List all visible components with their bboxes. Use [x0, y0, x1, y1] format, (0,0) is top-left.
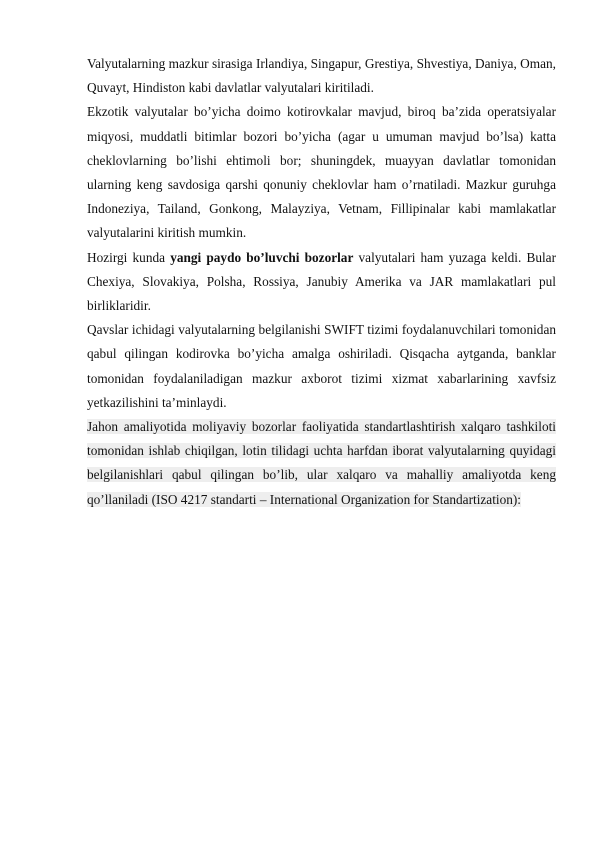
body-text	[87, 52, 556, 512]
paragraph-exotic-currencies	[87, 100, 556, 245]
highlighted-paragraph-text: Jahon amaliyotida moliyaviy bozorlar faoliyatida standartlashtirish xalqaro tashkiloti tomonidan ishlab chiqilgan, lotin tilidagi uchta harfdan iborat valyutalarning quyidagi belgilanishlari qabul qilingan bo’lib, ular xalqaro va mahalliy amaliyotda keng qo’llaniladi (ISO 4217 standarti – International Organization for Standartization):	[87, 419, 556, 507]
paragraph-major-currencies	[87, 52, 556, 100]
paragraph-text: Qavslar ichidagi valyutalarning belgilanishi SWIFT tizimi foydalanuvchilari tomonidan qabul qilingan kodirovka bo’yicha amalga oshiriladi. Qisqacha aytganda, banklar tomonidan foydalaniladigan mazkur axborot tizimi xizmat xabarlarining xavfsiz yetkazilishini ta’minlaydi.	[87, 322, 556, 410]
paragraph-iso-4217	[87, 415, 556, 512]
paragraph-suffix: valyutalari ham yuzaga keldi. Bular Chexiya, Slovakiya, Polsha, Rossiya, Janubiy Amerika va JAR mamlakatlari pul birliklaridir.	[87, 249, 556, 314]
paragraph-emerging-markets	[87, 246, 556, 319]
paragraph-text: Ekzotik valyutalar bo’yicha doimo kotirovkalar mavjud, biroq ba’zida operatsiyalar miqyosi, muddatli bitimlar bozori bo’yicha (agar u umuman mavjud bo’lsa) katta cheklovlarning bo’lishi ehtimoli bor; shuningdek, muayyan davlatlar tomonidan ularning keng savdosiga qarshi qonuniy cheklovlar ham o’rnatiladi. Mazkur guruhga Indoneziya, Tailand, Gonkong, Malayziya, Vetnam, Fillipinalar kabi mamlakatlar valyutalarini kiritish mumkin.	[87, 104, 556, 241]
paragraph-text: Valyutalarning mazkur sirasiga Irlandiya, Singapur, Grestiya, Shvestiya, Daniya, Oman, Quvayt, Hindiston kabi davlatlar valyutalari kiritiladi.	[87, 56, 556, 96]
paragraph-swift	[87, 318, 556, 415]
paragraph-prefix: Hozirgi kunda	[87, 249, 171, 265]
bold-term: yangi paydo bo’luvchi bozorlar	[170, 249, 354, 265]
